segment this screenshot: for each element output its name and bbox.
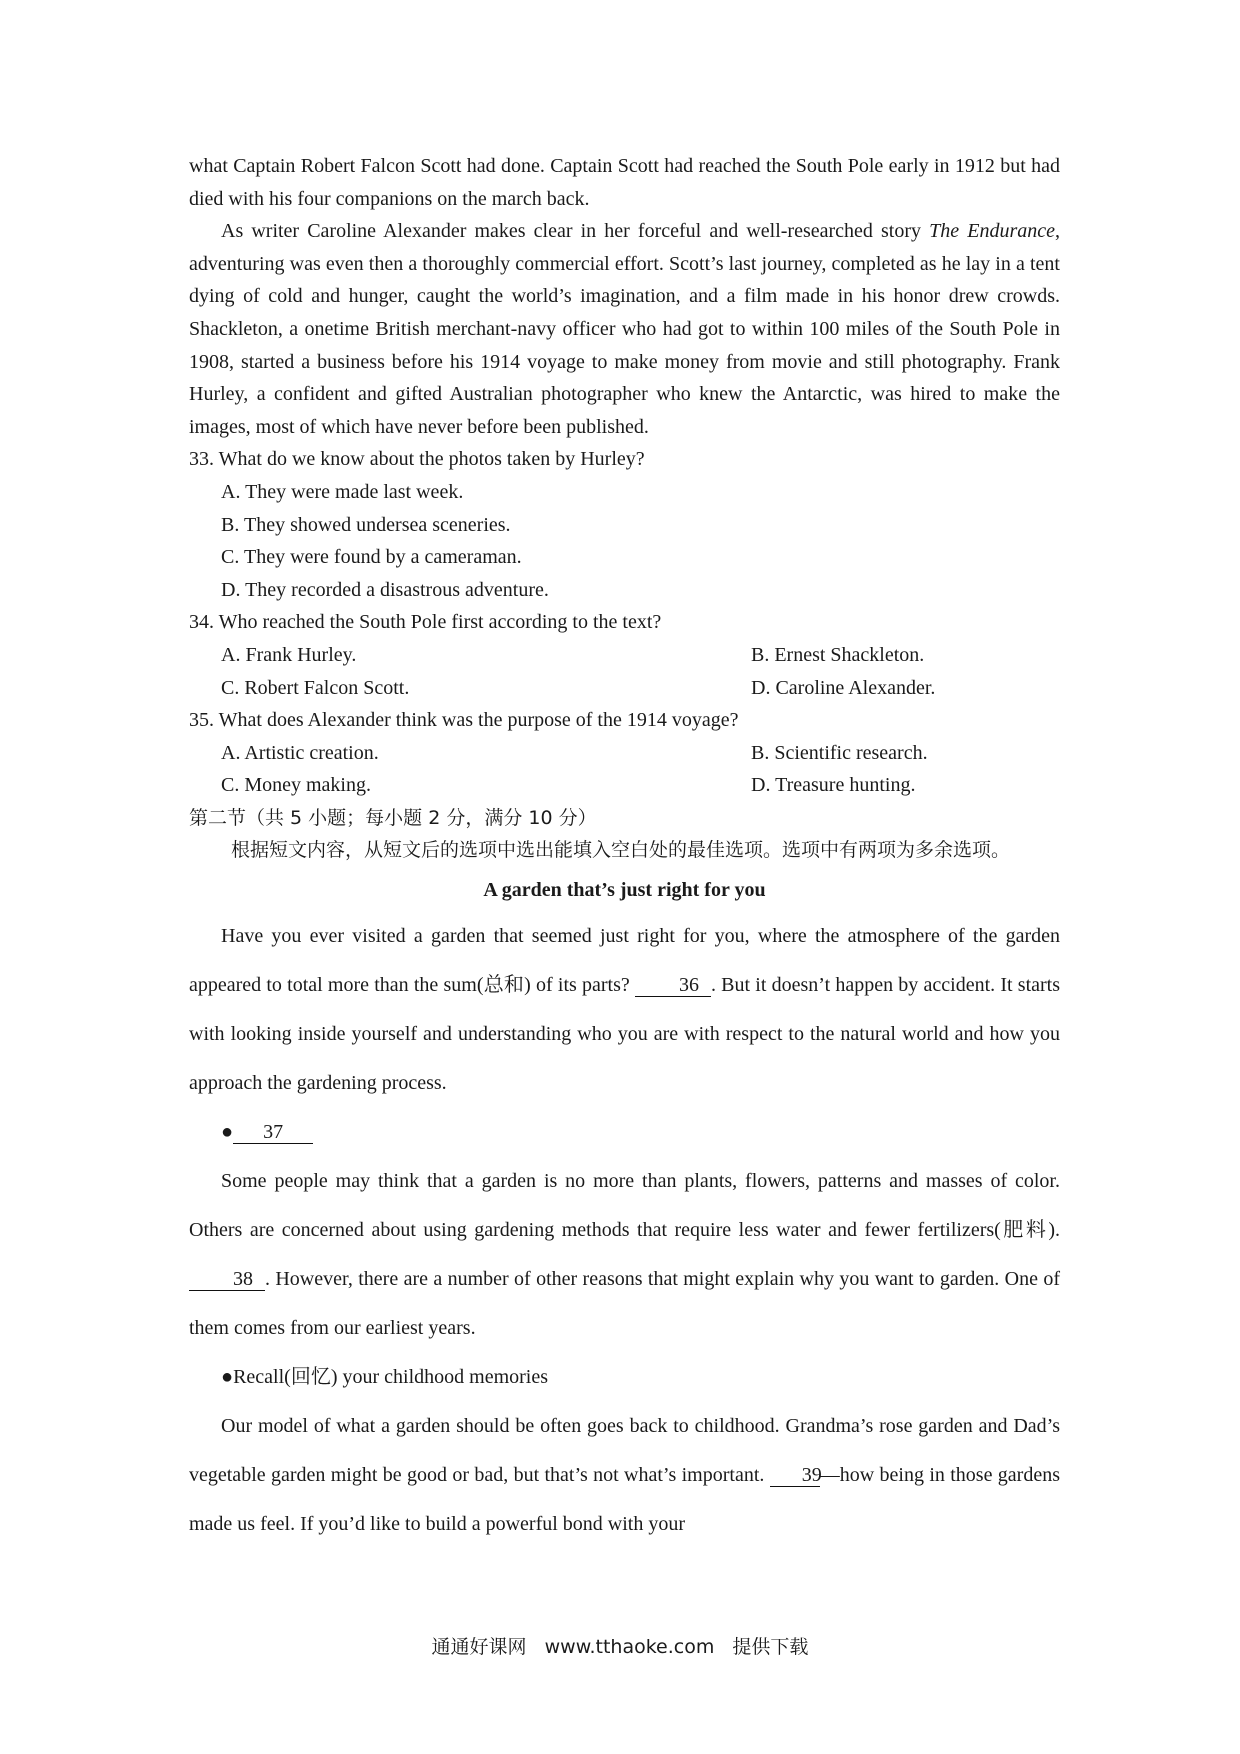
garden-p3-b: —how being in those gardens made us feel. If you’d like to build a powerful bond with your [189,1464,1060,1536]
q35-options-row-1 [189,737,1060,770]
section-2-instruction: 根据短文内容，从短文后的选项中选出能填入空白处的最佳选项。选项中有两项为多余选项。 [231,839,1011,862]
section-2-heading: 第二节（共 5 小题；每小题 2 分，满分 10 分） [189,806,597,829]
bullet-37 [189,1108,1060,1157]
q33-option-d: D. They recorded a disastrous adventure. [221,578,549,601]
q33-option-a: A. They were made last week. [221,480,464,503]
q34-options-row-2 [189,672,1060,705]
blank-36: 36 [635,974,711,997]
q35-options-row-2 [189,769,1060,802]
recall-heading: ●Recall(回忆) your childhood memories [221,1366,549,1389]
blank-37: 37 [233,1121,313,1144]
garden-p3-a: Our model of what a garden should be often goes back to childhood. Grandma’s rose garden and Dad’s vegetable garden might be good or bad, but that’s not what’s important. [189,1415,1060,1487]
blank-38: 38 [189,1268,265,1291]
passage-p2-start: As writer Caroline Alexander makes clear in her forceful and well-researched story [221,220,930,243]
garden-title: A garden that’s just right for you [483,879,766,902]
document-page [189,150,1060,1549]
passage-paragraph-1: what Captain Robert Falcon Scott had done. Captain Scott had reached the South Pole early in 1912 but had died with his four companions on the march back. [189,155,1060,210]
q34-option-b: B. Ernest Shackleton. [751,643,925,666]
q34-option-d: D. Caroline Alexander. [751,676,936,699]
garden-paragraph-2 [189,1157,1060,1353]
blank-39: 39 [770,1464,820,1487]
q35-option-b: B. Scientific research. [751,741,928,764]
q34-option-c: C. Robert Falcon Scott. [221,676,410,699]
q35-option-d: D. Treasure hunting. [751,774,916,797]
question-34-stem: 34. Who reached the South Pole first according to the text? [189,611,662,634]
garden-p2-b: . However, there are a number of other reasons that might explain why you want to garden. One of them comes from our earliest years. [189,1268,1060,1340]
garden-p1-a: Have you ever visited a garden that seemed just right for you, where the atmosphere of the garden appeared to total more than the sum(总和) of its parts? [189,925,1060,997]
footer-site-name: 通通好课网 [431,1636,527,1658]
footer-suffix: 提供下载 [732,1636,809,1658]
garden-paragraph-1 [189,912,1060,1108]
bullet-dot: ● [221,1121,234,1144]
book-title: The Endurance [929,220,1055,243]
q33-option-c: C. They were found by a cameraman. [221,546,522,569]
footer-url: www.tthaoke.com [544,1636,715,1658]
passage-p2-end: , adventuring was even then a thoroughly commercial effort. Scott’s last journey, completed as he lay in a tent dying of cold and hunger, caught the world’s imagination, and a film made in his honor drew crowds. Shackleton, a onetime British merchant-navy officer who had got to within 100 miles of the South Pole in 1908, started a business before his 1914 voyage to make money from movie and still photography. Frank Hurley, a confident and gifted Australian photographer who knew the Antarctic, was hired to make the images, most of which have never before been published. [189,220,1060,438]
garden-p1-b: . But it doesn’t happen by accident. It starts with looking inside yourself and understanding who you are with respect to the natural world and how you approach the gardening process. [189,974,1060,1095]
garden-p2-a: Some people may think that a garden is no more than plants, flowers, patterns and masses of color. Others are concerned about using gardening methods that require less water and fewer fertilizers(肥料). [189,1170,1060,1242]
q35-option-c: C. Money making. [221,774,371,797]
question-33-stem: 33. What do we know about the photos taken by Hurley? [189,448,645,471]
q34-options-row-1 [189,639,1060,672]
q33-option-b: B. They showed undersea sceneries. [221,513,511,536]
page-footer [0,1632,1240,1659]
question-35-stem: 35. What does Alexander think was the purpose of the 1914 voyage? [189,709,739,732]
passage-paragraph-2 [189,215,1060,443]
q34-option-a: A. Frank Hurley. [221,643,357,666]
garden-paragraph-3 [189,1402,1060,1549]
q35-option-a: A. Artistic creation. [221,741,379,764]
